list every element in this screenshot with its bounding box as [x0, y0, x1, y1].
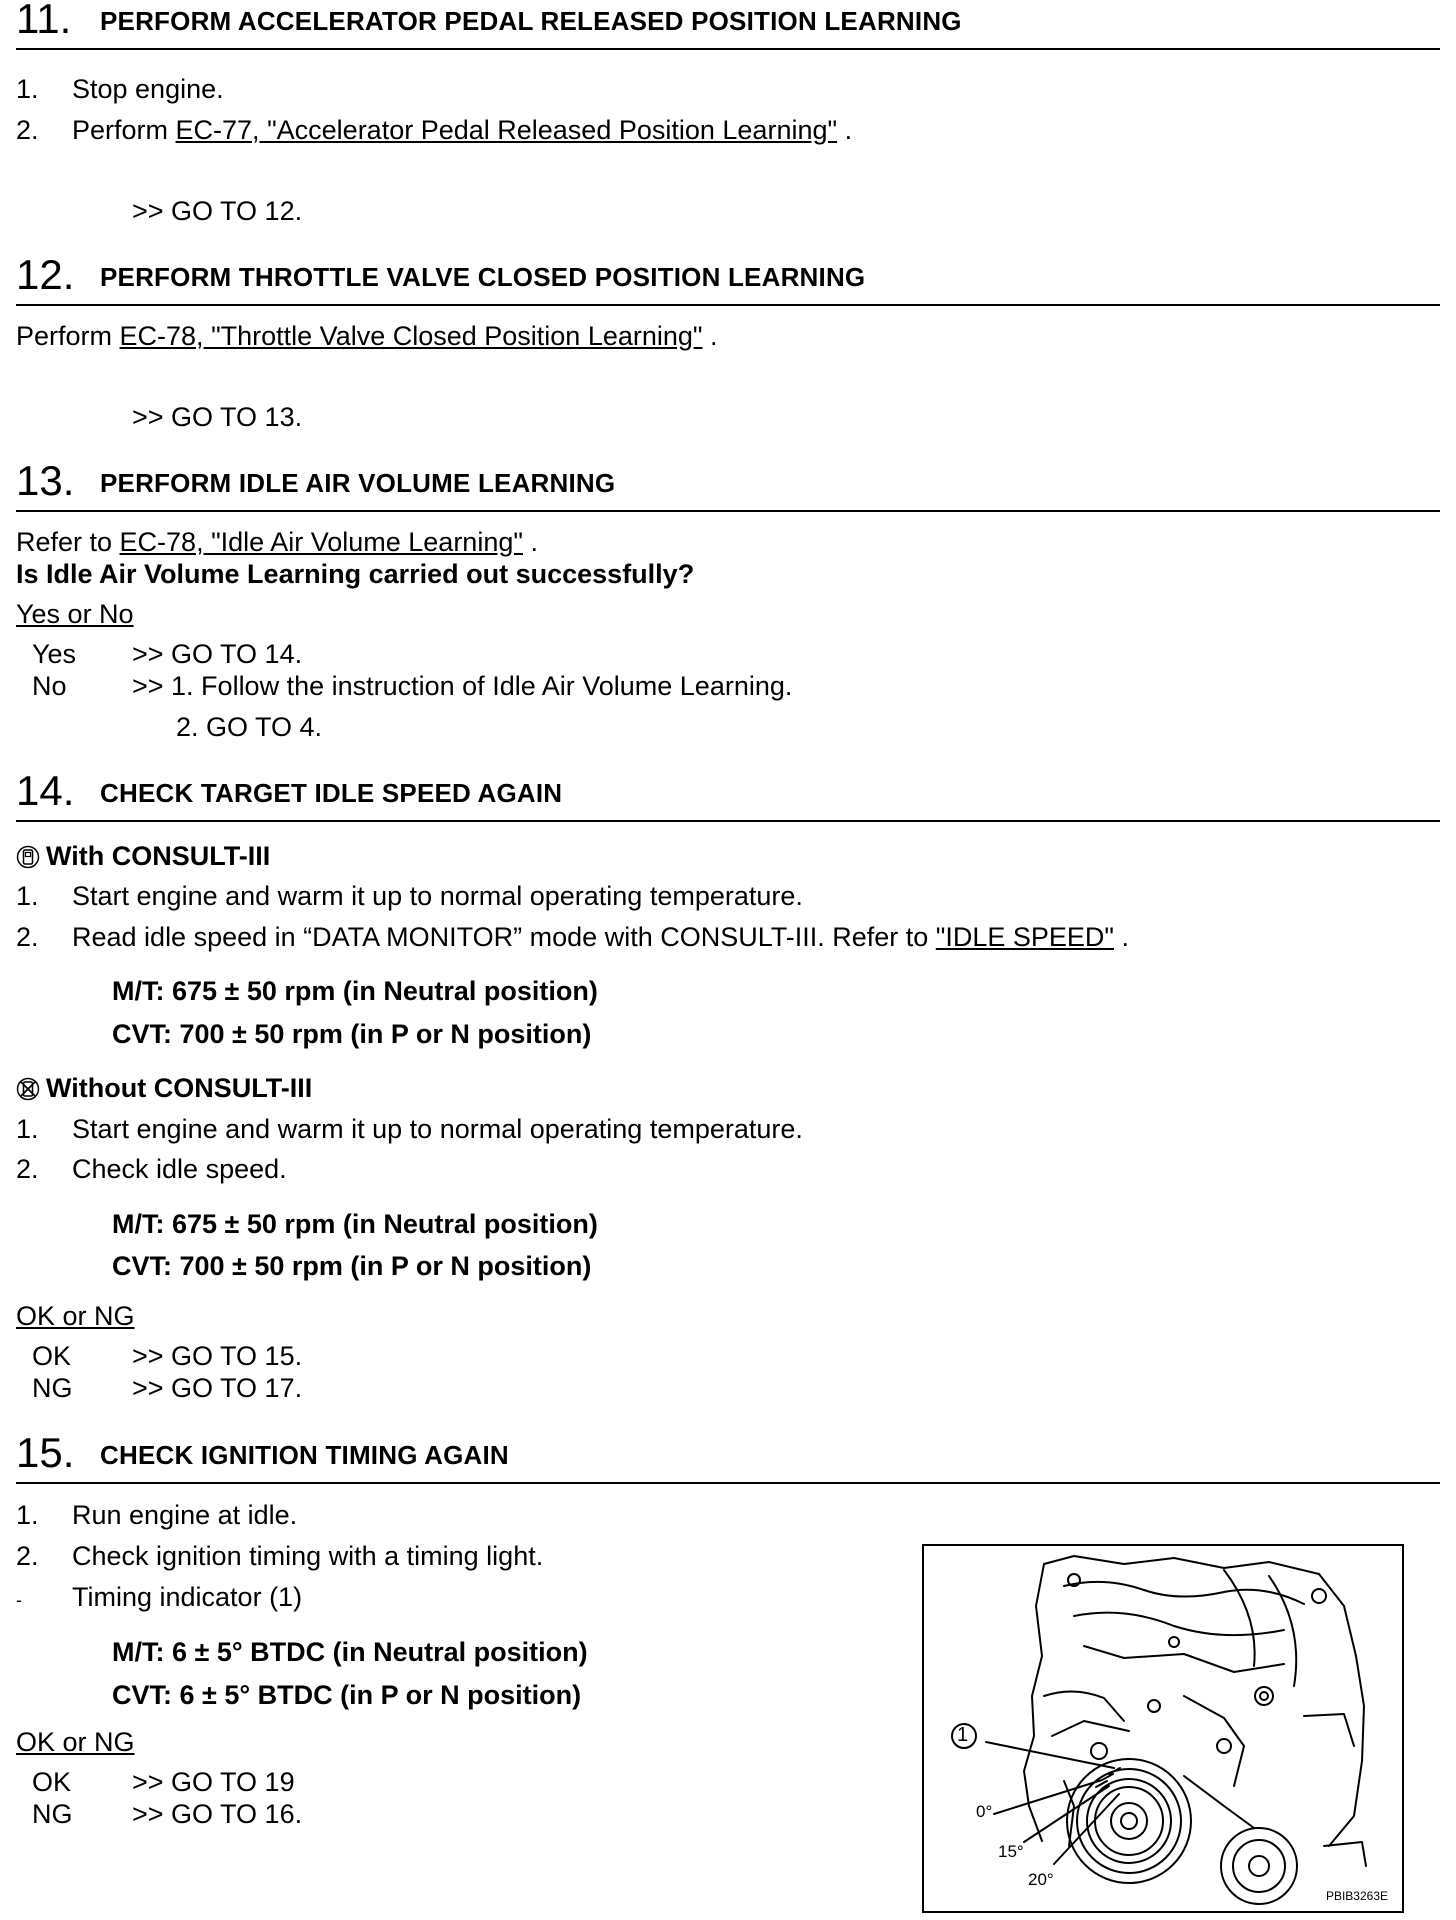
list-item: [16, 880, 803, 912]
with-consult-heading: [16, 840, 270, 872]
body-text-suffix: .: [522, 527, 538, 557]
reference-link[interactable]: "IDLE SPEED": [935, 922, 1115, 952]
step-number: 15.: [16, 1429, 75, 1476]
decision-label: OK or NG: [16, 1727, 135, 1757]
decision-no-label: No: [32, 671, 67, 701]
list-text: Perform: [72, 115, 176, 145]
step-12-header: [16, 251, 1440, 306]
list-text: Stop engine.: [72, 74, 224, 104]
spec-cvt: CVT: 700 ± 50 rpm (in P or N position): [112, 1251, 592, 1281]
reference-link[interactable]: EC-77, "Accelerator Pedal Released Position Learning": [175, 115, 838, 145]
step-title: PERFORM ACCELERATOR PEDAL RELEASED POSITION LEARNING: [100, 6, 962, 36]
engine-drawing: [924, 1546, 1402, 1911]
list-item: [16, 114, 853, 146]
list-text-suffix: .: [837, 115, 853, 145]
step-title: PERFORM IDLE AIR VOLUME LEARNING: [100, 468, 616, 498]
list-number: 1.: [16, 881, 39, 911]
list-number: 1.: [16, 1114, 39, 1144]
spec-mt: M/T: 6 ± 5° BTDC (in Neutral position): [112, 1637, 588, 1667]
list-item: [16, 1153, 287, 1185]
timing-mark-15: 15°: [998, 1842, 1024, 1861]
goto-text: >> GO TO 12.: [132, 196, 303, 226]
decision-label: Yes or No: [16, 599, 134, 629]
figure-code: PBIB3263E: [1325, 1889, 1388, 1903]
list-text: Check idle speed.: [72, 1154, 287, 1184]
decision-ok-label: OK: [32, 1341, 72, 1371]
step-number: 11.: [16, 0, 72, 42]
list-text: Timing indicator (1): [72, 1582, 303, 1612]
decision-ng-label: NG: [32, 1799, 73, 1829]
step-13-header: [16, 457, 1440, 512]
decision-ng-action: >> GO TO 16.: [132, 1799, 303, 1829]
step-11-header: [16, 0, 1440, 50]
step-15-header: [16, 1429, 1440, 1484]
body-text: Perform: [16, 321, 120, 351]
list-item: [16, 1581, 303, 1616]
no-consult-tool-icon: [16, 1077, 40, 1101]
step-title: CHECK IGNITION TIMING AGAIN: [100, 1440, 509, 1470]
without-consult-heading: [16, 1072, 312, 1104]
spec-cvt: CVT: 6 ± 5° BTDC (in P or N position): [112, 1680, 582, 1710]
list-number: 1.: [16, 74, 39, 104]
callout-number: 1: [957, 1724, 969, 1746]
step-13-body: [16, 526, 538, 558]
spec-mt: M/T: 675 ± 50 rpm (in Neutral position): [112, 1209, 598, 1239]
step-number: 13.: [16, 457, 75, 504]
goto-text: >> GO TO 13.: [132, 402, 303, 432]
list-text: Run engine at idle.: [72, 1500, 298, 1530]
spec-mt: M/T: 675 ± 50 rpm (in Neutral position): [112, 976, 598, 1006]
list-item: [16, 73, 224, 105]
step-title: PERFORM THROTTLE VALVE CLOSED POSITION LEARNING: [100, 262, 866, 292]
list-number: 1.: [16, 1500, 39, 1530]
list-number: 2.: [16, 922, 39, 952]
body-text-suffix: .: [702, 321, 718, 351]
step-number: 14.: [16, 767, 75, 814]
reference-link[interactable]: EC-78, "Throttle Valve Closed Position Learning": [119, 321, 703, 351]
spec-cvt: CVT: 700 ± 50 rpm (in P or N position): [112, 1019, 592, 1049]
list-text: Start engine and warm it up to normal operating temperature.: [72, 881, 803, 911]
decision-ok-action: >> GO TO 15.: [132, 1341, 303, 1371]
list-number: 2.: [16, 1541, 39, 1571]
body-text: Refer to: [16, 527, 120, 557]
decision-label: OK or NG: [16, 1301, 135, 1331]
timing-mark-20: 20°: [1028, 1870, 1054, 1889]
decision-ok-label: OK: [32, 1767, 72, 1797]
list-bullet: -: [16, 1590, 22, 1610]
without-consult-label: Without CONSULT-III: [46, 1073, 313, 1103]
timing-mark-0: 0°: [976, 1802, 993, 1821]
list-item: [16, 1540, 544, 1572]
step-number: 12.: [16, 251, 75, 298]
list-item: [16, 921, 1130, 953]
decision-yes-label: Yes: [32, 639, 77, 669]
list-text: Start engine and warm it up to normal operating temperature.: [72, 1114, 803, 1144]
step-14-header: [16, 767, 1440, 822]
list-text: Read idle speed in “DATA MONITOR” mode with CONSULT-III. Refer to: [72, 922, 936, 952]
with-consult-label: With CONSULT-III: [46, 841, 271, 871]
decision-ok-action: >> GO TO 19: [132, 1767, 295, 1797]
list-item: [16, 1113, 803, 1145]
list-number: 2.: [16, 1154, 39, 1184]
decision-no-action: >> 1. Follow the instruction of Idle Air Volume Learning.: [132, 671, 793, 701]
reference-link[interactable]: EC-78, "Idle Air Volume Learning": [119, 527, 523, 557]
timing-mark-illustration: [922, 1544, 1404, 1913]
decision-ng-label: NG: [32, 1373, 73, 1403]
decision-ng-action: >> GO TO 17.: [132, 1373, 303, 1403]
decision-yes-action: >> GO TO 14.: [132, 639, 303, 669]
list-text-suffix: .: [1114, 922, 1130, 952]
list-item: [16, 1499, 298, 1531]
question-text: Is Idle Air Volume Learning carried out successfully?: [16, 559, 695, 589]
step-12-body: [16, 320, 718, 352]
list-text: Check ignition timing with a timing light.: [72, 1541, 544, 1571]
step-title: CHECK TARGET IDLE SPEED AGAIN: [100, 778, 563, 808]
list-number: 2.: [16, 115, 39, 145]
decision-no-action-2: 2. GO TO 4.: [176, 712, 323, 742]
consult-tool-icon: [16, 845, 40, 869]
